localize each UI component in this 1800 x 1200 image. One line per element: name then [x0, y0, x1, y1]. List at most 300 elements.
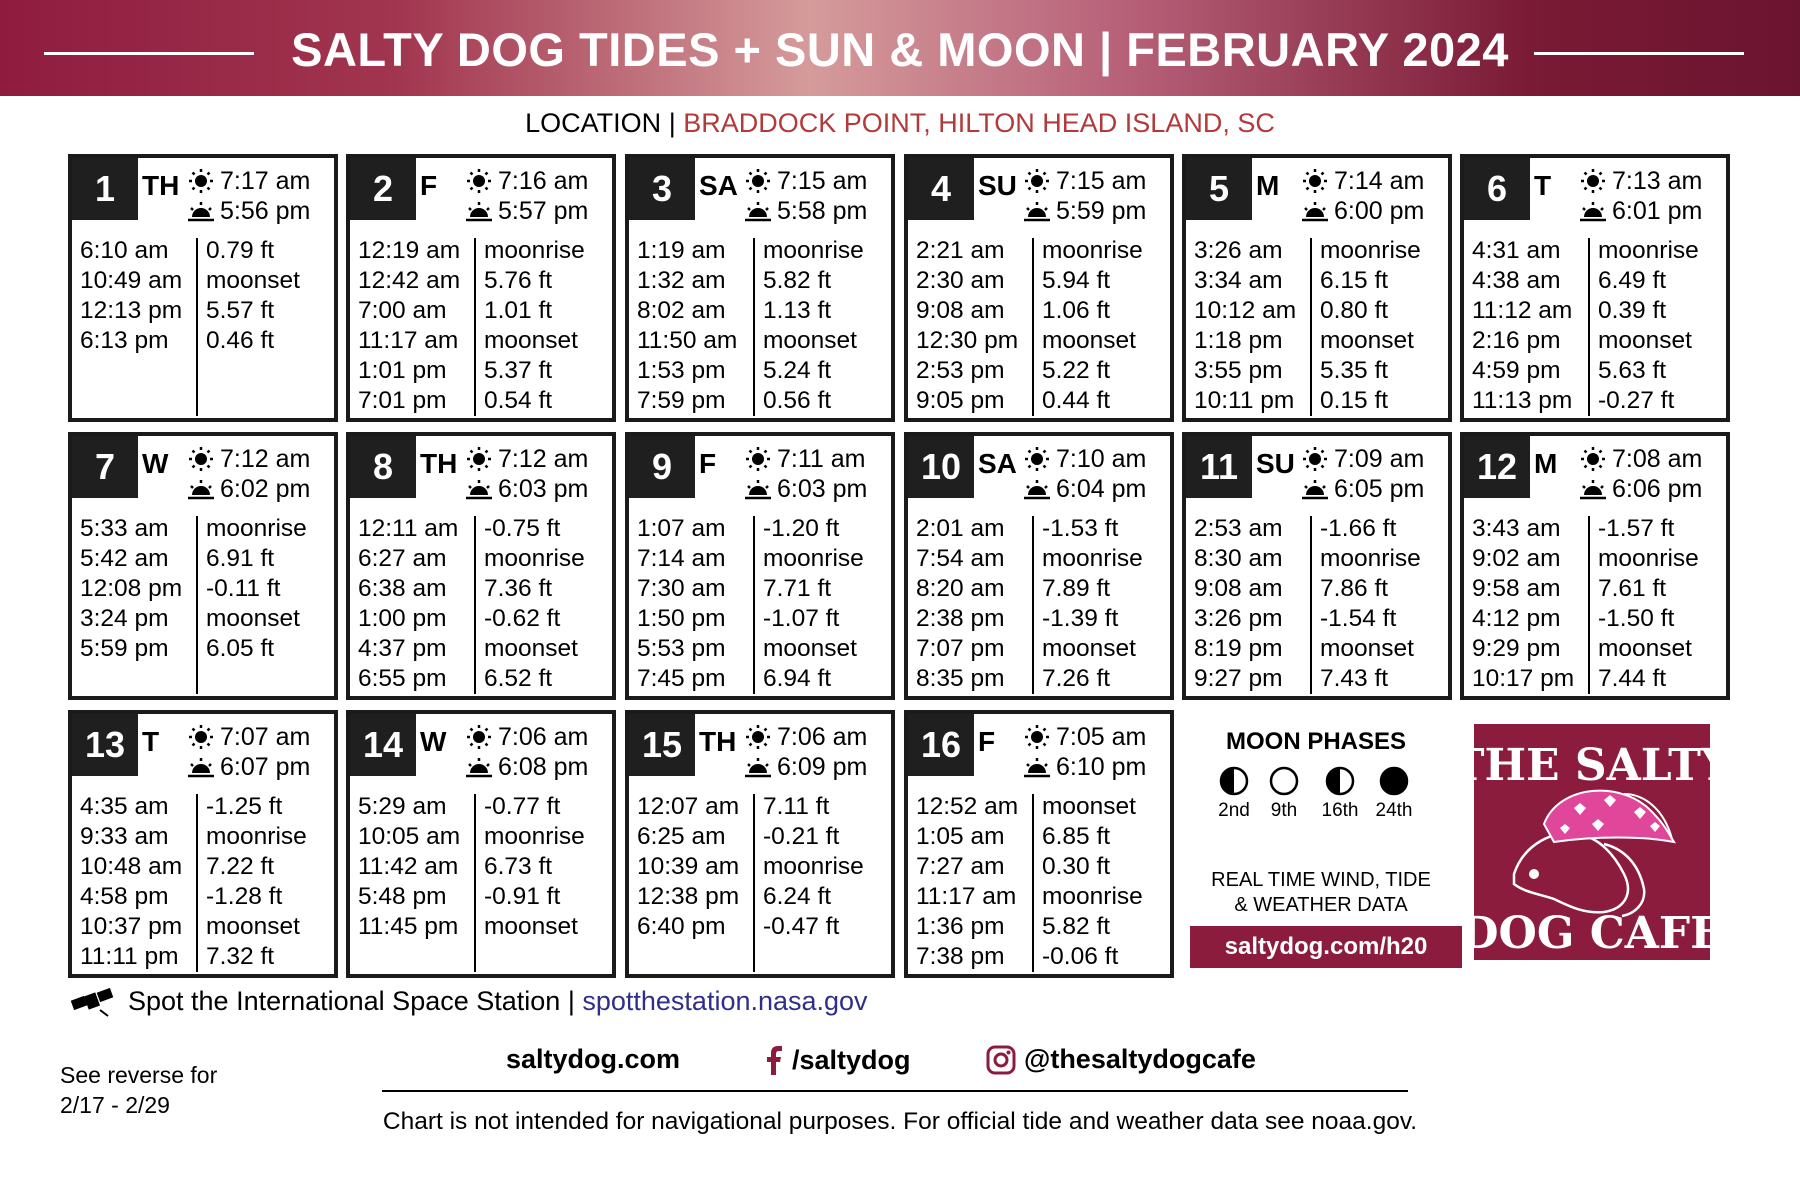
day-of-week: F — [420, 170, 438, 201]
tide-time: 1:01 pm — [358, 357, 447, 384]
sun-times — [464, 444, 614, 504]
day-number: 1 — [72, 158, 138, 220]
moon-phase-label: 16th — [1321, 800, 1359, 821]
day-of-week: T — [142, 726, 160, 757]
tide-time: 9:27 pm — [1194, 665, 1283, 692]
tide-time: 2:01 am — [916, 515, 1005, 542]
sunset-icon — [186, 754, 216, 780]
day-number: 3 — [629, 158, 695, 220]
tide-time: 9:08 am — [1194, 575, 1283, 602]
day-of-week: M — [1534, 448, 1558, 479]
day-cell — [346, 432, 616, 700]
tide-time: 5:59 pm — [80, 635, 169, 662]
tide-value: -1.53 ft — [1042, 515, 1119, 542]
tide-value: moonrise — [763, 237, 864, 264]
tide-list — [916, 514, 1143, 694]
tide-row — [358, 664, 585, 694]
sunrise-time: 7:15 am — [1056, 167, 1147, 195]
reverse-line-1: See reverse for — [60, 1062, 218, 1088]
tide-time: 11:45 pm — [358, 913, 459, 940]
tide-row — [1194, 266, 1421, 296]
tide-value: moonset — [763, 635, 857, 662]
tide-value: 5.76 ft — [484, 267, 553, 294]
tide-time: 5:29 am — [358, 793, 447, 820]
tide-time: 7:30 am — [637, 575, 726, 602]
sunset-time: 6:04 pm — [1056, 475, 1147, 503]
tide-value: -1.07 ft — [763, 605, 840, 632]
tide-list — [1194, 236, 1421, 416]
tide-time: 7:27 am — [916, 853, 1005, 880]
tide-row — [1472, 356, 1699, 386]
tide-value: moonset — [763, 327, 857, 354]
tide-time: 10:49 am — [80, 267, 183, 294]
location-line — [0, 108, 1800, 139]
tide-list — [1194, 514, 1421, 694]
tide-value: -1.39 ft — [1042, 605, 1119, 632]
sun-times — [1022, 166, 1172, 226]
tide-value: 0.46 ft — [206, 327, 275, 354]
sunrise-time: 7:13 am — [1612, 167, 1703, 195]
instagram-text: @thesaltydogcafe — [1024, 1044, 1256, 1074]
tide-value: moonset — [1320, 327, 1414, 354]
tide-row — [916, 604, 1143, 634]
tide-row — [916, 296, 1143, 326]
tide-list — [358, 792, 585, 942]
tide-value: moonset — [1320, 635, 1414, 662]
tide-row — [1194, 604, 1421, 634]
tide-row — [637, 912, 864, 942]
tide-value: 5.94 ft — [1042, 267, 1111, 294]
tide-row — [358, 266, 585, 296]
day-cell — [625, 710, 895, 978]
tide-row — [916, 634, 1143, 664]
tide-row — [637, 266, 864, 296]
tide-row — [1194, 296, 1421, 326]
sunset-time: 6:05 pm — [1334, 475, 1425, 503]
tide-value: 5.82 ft — [763, 267, 832, 294]
tide-row — [1194, 326, 1421, 356]
tide-row — [80, 882, 307, 912]
tide-list — [637, 514, 864, 694]
tide-value: -1.57 ft — [1598, 515, 1675, 542]
tide-value: moonrise — [1598, 237, 1699, 264]
tide-row — [1194, 386, 1421, 416]
tide-value: -0.62 ft — [484, 605, 561, 632]
tide-row — [637, 574, 864, 604]
sunset-time: 6:10 pm — [1056, 753, 1147, 781]
tide-row — [358, 882, 585, 912]
sunrise-icon — [1578, 446, 1608, 472]
tide-time: 4:37 pm — [358, 635, 447, 662]
tide-value: 7.89 ft — [1042, 575, 1111, 602]
tide-list — [358, 514, 585, 694]
sunrise-time: 7:06 am — [498, 723, 589, 751]
sunset-time: 5:57 pm — [498, 197, 589, 225]
day-of-week: TH — [699, 726, 737, 757]
iss-link[interactable]: spotthestation.nasa.gov — [582, 985, 868, 1016]
tide-time: 7:14 am — [637, 545, 726, 572]
tide-time: 8:19 pm — [1194, 635, 1283, 662]
tide-value: -0.77 ft — [484, 793, 561, 820]
day-of-week: TH — [420, 448, 458, 479]
tide-row — [637, 356, 864, 386]
day-of-week: TH — [142, 170, 180, 201]
tide-list — [916, 236, 1143, 416]
day-number: 5 — [1186, 158, 1252, 220]
tide-row — [916, 386, 1143, 416]
tide-value: 1.13 ft — [763, 297, 832, 324]
tide-row — [1194, 634, 1421, 664]
tide-time: 12:13 pm — [80, 297, 183, 324]
tide-row — [637, 326, 864, 356]
tide-row — [916, 266, 1143, 296]
sun-times — [743, 444, 893, 504]
tide-list — [637, 792, 864, 942]
tide-time: 3:26 am — [1194, 237, 1283, 264]
tide-value: moonset — [206, 913, 300, 940]
tide-value: moonset — [1598, 327, 1692, 354]
tide-row — [1472, 296, 1699, 326]
tide-time: 3:43 am — [1472, 515, 1561, 542]
day-of-week: W — [420, 726, 447, 757]
tide-time: 12:11 am — [358, 515, 459, 542]
sunrise-time: 7:07 am — [220, 723, 311, 751]
tide-row — [358, 514, 585, 544]
tide-time: 1:36 pm — [916, 913, 1005, 940]
day-number: 9 — [629, 436, 695, 498]
sun-times — [1300, 444, 1450, 504]
sunset-icon — [464, 754, 494, 780]
day-of-week: SA — [699, 170, 738, 201]
tide-value: -1.54 ft — [1320, 605, 1397, 632]
tide-row — [80, 266, 300, 296]
tide-value: moonrise — [1042, 237, 1143, 264]
tide-time: 7:45 pm — [637, 665, 726, 692]
tide-value: moonset — [1042, 327, 1136, 354]
tide-time: 6:38 am — [358, 575, 447, 602]
tide-time: 9:29 pm — [1472, 635, 1561, 662]
tide-time: 6:13 pm — [80, 327, 169, 354]
tide-time: 3:26 pm — [1194, 605, 1283, 632]
tide-time: 5:48 pm — [358, 883, 447, 910]
header-banner — [0, 0, 1800, 96]
tide-time: 12:42 am — [358, 267, 461, 294]
location-name: BRADDOCK POINT, HILTON HEAD ISLAND, SC — [683, 108, 1275, 138]
day-cell — [625, 432, 895, 700]
tide-row — [1472, 386, 1699, 416]
sunset-icon — [464, 198, 494, 224]
sunset-icon — [1022, 198, 1052, 224]
tide-row — [1472, 236, 1699, 266]
tide-value: -0.75 ft — [484, 515, 561, 542]
tide-row — [358, 822, 585, 852]
facebook-icon — [766, 1044, 784, 1076]
tide-row — [80, 544, 307, 574]
tide-time: 6:10 am — [80, 237, 169, 264]
tide-value: 0.79 ft — [206, 237, 275, 264]
sunset-time: 6:03 pm — [777, 475, 868, 503]
facebook-text: /saltydog — [792, 1044, 911, 1075]
tide-time: 8:20 am — [916, 575, 1005, 602]
tide-time: 9:02 am — [1472, 545, 1561, 572]
day-cell — [68, 710, 338, 978]
sunset-time: 5:59 pm — [1056, 197, 1147, 225]
tide-row — [916, 792, 1143, 822]
tide-value: 5.37 ft — [484, 357, 553, 384]
tide-value: -0.21 ft — [763, 823, 840, 850]
tide-row — [916, 356, 1143, 386]
sunset-time: 6:00 pm — [1334, 197, 1425, 225]
tide-value: 7.86 ft — [1320, 575, 1389, 602]
sunrise-icon — [743, 168, 773, 194]
tide-value: -1.66 ft — [1320, 515, 1397, 542]
tide-list — [1472, 236, 1699, 416]
day-of-week: M — [1256, 170, 1280, 201]
tide-time: 1:53 pm — [637, 357, 726, 384]
sunrise-icon — [1300, 446, 1330, 472]
tide-value: 6.94 ft — [763, 665, 832, 692]
tide-value: 0.80 ft — [1320, 297, 1389, 324]
sun-times — [186, 444, 336, 504]
tide-time: 10:12 am — [1194, 297, 1297, 324]
sun-times — [186, 722, 336, 782]
sunrise-time: 7:09 am — [1334, 445, 1425, 473]
sun-times — [1022, 444, 1172, 504]
tide-value: 7.26 ft — [1042, 665, 1111, 692]
moon-phase-1 — [1208, 766, 1260, 822]
tide-value: 6.52 ft — [484, 665, 553, 692]
tide-row — [1194, 356, 1421, 386]
sunset-time: 6:07 pm — [220, 753, 311, 781]
moon-phase-label: 2nd — [1218, 800, 1250, 821]
tide-time: 6:55 pm — [358, 665, 447, 692]
tide-time: 6:25 am — [637, 823, 726, 850]
tide-value: moonrise — [1042, 545, 1143, 572]
tide-value: -0.27 ft — [1598, 387, 1675, 414]
tide-time: 1:07 am — [637, 515, 726, 542]
tide-value: moonset — [484, 913, 578, 940]
tide-row — [916, 544, 1143, 574]
tide-value: 6.91 ft — [206, 545, 275, 572]
tide-row — [358, 326, 585, 356]
sunrise-icon — [1022, 724, 1052, 750]
location-label: LOCATION — [525, 108, 662, 138]
tide-row — [637, 822, 864, 852]
day-number: 11 — [1186, 436, 1252, 498]
tide-row — [358, 296, 585, 326]
tide-row — [637, 296, 864, 326]
sunrise-icon — [743, 724, 773, 750]
tide-value: 5.57 ft — [206, 297, 275, 324]
tide-row — [1472, 634, 1699, 664]
tide-value: 5.35 ft — [1320, 357, 1389, 384]
tide-time: 9:58 am — [1472, 575, 1561, 602]
tide-row — [358, 386, 585, 416]
tide-row — [916, 912, 1143, 942]
tide-value: moonrise — [763, 545, 864, 572]
tide-value: 5.82 ft — [1042, 913, 1111, 940]
tide-value: 7.32 ft — [206, 943, 275, 970]
tide-row — [916, 236, 1143, 266]
sunset-time: 5:58 pm — [777, 197, 868, 225]
tide-row — [80, 634, 307, 664]
tide-value: 0.30 ft — [1042, 853, 1111, 880]
tide-value: moonrise — [206, 515, 307, 542]
sunrise-time: 7:14 am — [1334, 167, 1425, 195]
realtime-data-link[interactable]: saltydog.com/h20 — [1190, 926, 1462, 968]
tide-value: 5.63 ft — [1598, 357, 1667, 384]
tide-row — [637, 514, 864, 544]
facebook-link[interactable] — [766, 1044, 911, 1076]
tide-value: 7.71 ft — [763, 575, 832, 602]
tide-value: moonset — [206, 267, 300, 294]
tide-time: 7:38 pm — [916, 943, 1005, 970]
logo-text-top: THE SALTY — [1451, 740, 1733, 791]
tide-list — [637, 236, 864, 416]
tide-row — [1472, 664, 1699, 694]
tide-value: moonset — [1042, 635, 1136, 662]
tide-time: 11:42 am — [358, 853, 459, 880]
tide-value: -1.50 ft — [1598, 605, 1675, 632]
logo-text-bottom: DOG CAFE — [1460, 908, 1724, 959]
tide-value: -0.47 ft — [763, 913, 840, 940]
tide-row — [80, 236, 300, 266]
day-cell — [1460, 432, 1730, 700]
sunrise-icon — [1578, 168, 1608, 194]
tide-time: 1:18 pm — [1194, 327, 1283, 354]
location-separator: | — [668, 108, 676, 138]
sunset-time: 6:08 pm — [498, 753, 589, 781]
tide-value: 7.43 ft — [1320, 665, 1389, 692]
tide-row — [1194, 574, 1421, 604]
moon-phase-3 — [1314, 766, 1366, 822]
tide-list — [80, 792, 307, 972]
iss-line — [70, 984, 868, 1018]
tide-row — [637, 882, 864, 912]
sunset-time: 5:56 pm — [220, 197, 311, 225]
tide-row — [916, 514, 1143, 544]
sunrise-time: 7:08 am — [1612, 445, 1703, 473]
satellite-icon — [70, 984, 116, 1018]
tide-time: 7:07 pm — [916, 635, 1005, 662]
tide-row — [1194, 664, 1421, 694]
tide-time: 3:55 pm — [1194, 357, 1283, 384]
day-cell — [346, 710, 616, 978]
tide-row — [1194, 236, 1421, 266]
day-of-week: T — [1534, 170, 1552, 201]
tide-value: 7.22 ft — [206, 853, 275, 880]
tide-row — [80, 604, 307, 634]
tide-value: moonrise — [1320, 545, 1421, 572]
reverse-line-2: 2/17 - 2/29 — [60, 1092, 170, 1118]
tide-value: 0.39 ft — [1598, 297, 1667, 324]
sun-times — [743, 166, 893, 226]
sunrise-icon — [743, 446, 773, 472]
sunrise-icon — [186, 168, 216, 194]
tide-value: 7.36 ft — [484, 575, 553, 602]
realtime-line-2: & WEATHER DATA — [1234, 894, 1408, 916]
website-link[interactable] — [506, 1044, 680, 1075]
sunset-icon — [1022, 476, 1052, 502]
day-number: 15 — [629, 714, 695, 776]
iss-text: Spot the International Space Station — [128, 985, 561, 1016]
sunset-icon — [743, 754, 773, 780]
sunrise-icon — [1022, 168, 1052, 194]
tide-row — [916, 574, 1143, 604]
sun-times — [743, 722, 893, 782]
sunset-time: 6:09 pm — [777, 753, 868, 781]
day-number: 10 — [908, 436, 974, 498]
tide-time: 4:38 am — [1472, 267, 1561, 294]
tide-time: 2:53 am — [1194, 515, 1283, 542]
tide-value: moonrise — [763, 853, 864, 880]
iss-separator: | — [567, 985, 575, 1016]
sunset-icon — [1022, 754, 1052, 780]
sunrise-time: 7:17 am — [220, 167, 311, 195]
tide-value: moonset — [484, 327, 578, 354]
instagram-icon — [986, 1045, 1016, 1075]
sunset-icon — [743, 198, 773, 224]
tide-row — [80, 912, 307, 942]
tide-time: 10:37 pm — [80, 913, 183, 940]
tide-row — [1472, 544, 1699, 574]
tide-value: moonset — [484, 635, 578, 662]
tide-time: 10:17 pm — [1472, 665, 1575, 692]
tide-time: 4:31 am — [1472, 237, 1561, 264]
day-cell — [346, 154, 616, 422]
tide-time: 12:52 am — [916, 793, 1019, 820]
tide-time: 2:16 pm — [1472, 327, 1561, 354]
sunrise-icon — [1022, 446, 1052, 472]
tide-time: 12:07 am — [637, 793, 740, 820]
day-of-week: F — [978, 726, 996, 757]
tide-list — [1472, 514, 1699, 694]
tide-row — [916, 882, 1143, 912]
instagram-link[interactable] — [986, 1044, 1256, 1075]
day-cell — [1460, 154, 1730, 422]
tide-value: 6.24 ft — [763, 883, 832, 910]
moon-phase-label: 24th — [1375, 800, 1413, 821]
sunset-icon — [1578, 198, 1608, 224]
sunrise-time: 7:15 am — [777, 167, 868, 195]
tide-row — [1194, 514, 1421, 544]
tide-row — [916, 852, 1143, 882]
salty-dog-logo — [1451, 724, 1733, 960]
tide-time: 12:30 pm — [916, 327, 1019, 354]
day-number: 13 — [72, 714, 138, 776]
moon-phase-4 — [1368, 766, 1420, 822]
day-of-week: SU — [978, 170, 1017, 201]
tide-row — [916, 664, 1143, 694]
tide-value: moonrise — [484, 545, 585, 572]
moon-phase-label: 9th — [1270, 800, 1298, 821]
sunrise-icon — [464, 446, 494, 472]
tide-row — [80, 942, 307, 972]
tide-value: moonrise — [1320, 237, 1421, 264]
tide-value: moonset — [1598, 635, 1692, 662]
sun-times — [1300, 166, 1450, 226]
tide-time: 7:59 pm — [637, 387, 726, 414]
sunrise-icon — [186, 446, 216, 472]
tide-time: 9:33 am — [80, 823, 169, 850]
tide-row — [916, 942, 1143, 972]
tide-value: -1.25 ft — [206, 793, 283, 820]
tide-value: 0.54 ft — [484, 387, 553, 414]
tide-row — [1472, 266, 1699, 296]
tide-time: 8:35 pm — [916, 665, 1005, 692]
day-number: 4 — [908, 158, 974, 220]
tide-list — [80, 514, 307, 664]
